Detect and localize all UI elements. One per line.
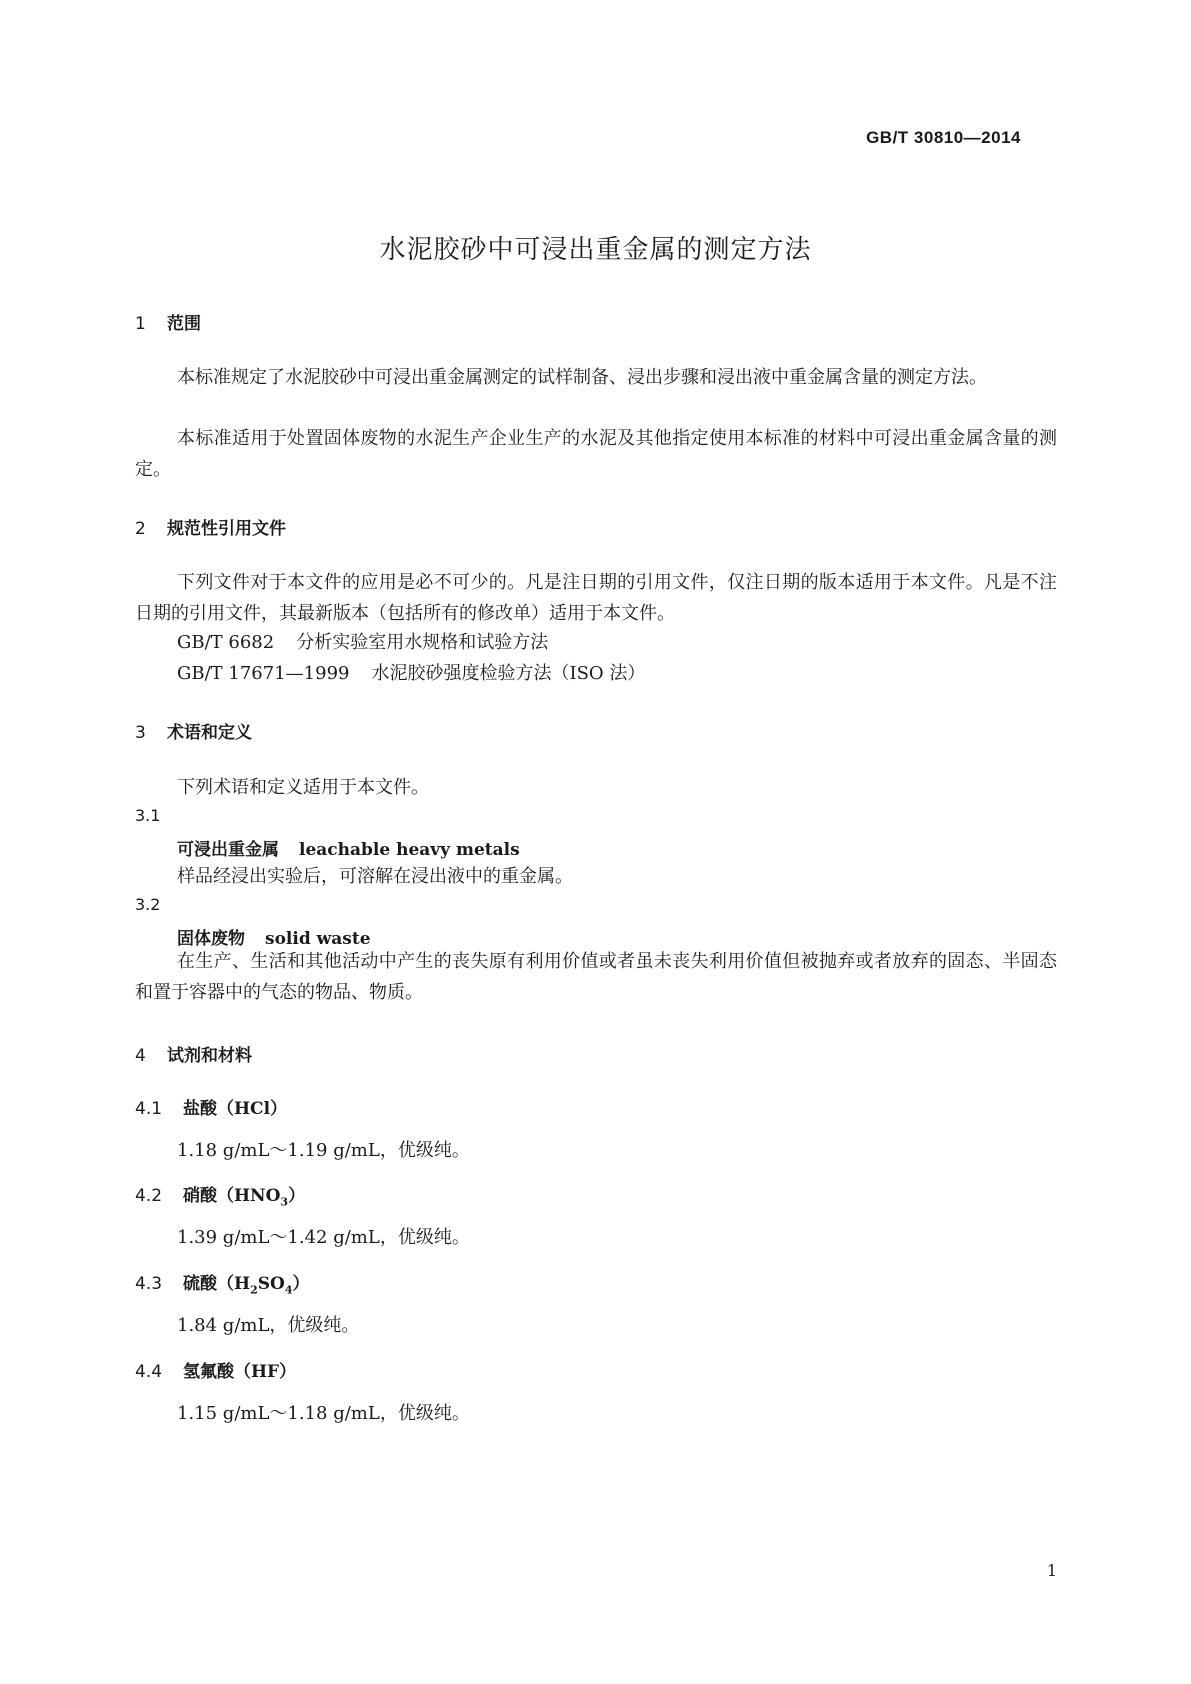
paren-close: ） bbox=[292, 1274, 310, 1294]
paren-close: ） bbox=[270, 1099, 288, 1119]
formula-subscript: 2 bbox=[250, 1283, 258, 1297]
reagent-heading bbox=[135, 1357, 296, 1382]
reagent-spec: 1.15 g/mL～1.18 g/mL，优级纯。 bbox=[177, 1403, 470, 1424]
reference-item bbox=[177, 659, 645, 685]
term-definition: 样品经浸出实验后，可溶解在浸出液中的重金属。 bbox=[177, 866, 573, 887]
term-number: 3.2 bbox=[135, 895, 161, 914]
reagent-spec: 1.18 g/mL～1.19 g/mL，优级纯。 bbox=[177, 1140, 470, 1161]
section-number: 1 bbox=[135, 314, 146, 334]
reagent-name: 硫酸 bbox=[183, 1274, 217, 1294]
reference-title: 分析实验室用水规格和试验方法 bbox=[296, 632, 549, 653]
reagent-formula bbox=[234, 1274, 293, 1297]
reagent-heading bbox=[135, 1181, 305, 1208]
reagent-spec: 1.39 g/mL～1.42 g/mL，优级纯。 bbox=[177, 1227, 470, 1248]
document-title: 水泥胶砂中可浸出重金属的测定方法 bbox=[379, 235, 812, 265]
scope-paragraph-2: 本标准适用于处置固体废物的水泥生产企业生产的水泥及其他指定使用本标准的材料中可浸出重金属含量的测定。 bbox=[135, 428, 1057, 480]
reagent-name: 盐酸 bbox=[183, 1099, 217, 1119]
reagent-heading bbox=[135, 1094, 287, 1119]
reference-code: GB/T 6682 bbox=[177, 632, 275, 653]
reagent-formula: HF bbox=[251, 1362, 280, 1382]
section-title: 术语和定义 bbox=[167, 723, 252, 743]
section-heading-normative-references bbox=[135, 514, 286, 539]
section-title: 规范性引用文件 bbox=[167, 519, 286, 539]
term-entry bbox=[177, 835, 520, 860]
formula-subscript: 4 bbox=[284, 1283, 293, 1297]
paren-open: （ bbox=[217, 1099, 234, 1119]
formula-part: SO bbox=[257, 1274, 285, 1294]
term-chinese: 可浸出重金属 bbox=[177, 840, 279, 860]
formula-part: H bbox=[234, 1274, 251, 1294]
section-number: 2 bbox=[135, 519, 146, 539]
page-number: 1 bbox=[1046, 1561, 1057, 1580]
section-title: 范围 bbox=[167, 314, 201, 334]
term-number: 3.1 bbox=[135, 806, 161, 825]
paren-close: ） bbox=[288, 1186, 306, 1206]
reagent-number: 4.3 bbox=[135, 1274, 163, 1294]
term-english: leachable heavy metals bbox=[299, 840, 520, 860]
term-english: solid waste bbox=[265, 929, 371, 949]
section-number: 3 bbox=[135, 723, 146, 743]
paren-open: （ bbox=[217, 1186, 234, 1206]
reference-code: GB/T 17671—1999 bbox=[177, 663, 350, 684]
standard-code: GB/T 30810—2014 bbox=[866, 128, 1021, 147]
reagent-heading bbox=[135, 1269, 309, 1296]
scope-paragraph-1: 本标准规定了水泥胶砂中可浸出重金属测定的试样制备、浸出步骤和浸出液中重金属含量的测定方法。 bbox=[177, 367, 987, 388]
paren-close: ） bbox=[279, 1362, 297, 1382]
section-heading-terms bbox=[135, 718, 252, 743]
formula-subscript: 3 bbox=[280, 1195, 289, 1209]
term-chinese: 固体废物 bbox=[177, 929, 245, 949]
section-title: 试剂和材料 bbox=[167, 1046, 252, 1066]
reference-item bbox=[177, 628, 548, 654]
section-heading-scope bbox=[135, 309, 201, 334]
formula-part: HNO bbox=[234, 1186, 281, 1206]
paren-open: （ bbox=[234, 1362, 251, 1382]
reagent-number: 4.4 bbox=[135, 1362, 163, 1382]
reagent-formula bbox=[234, 1186, 289, 1209]
paren-open: （ bbox=[217, 1274, 234, 1294]
terms-intro: 下列术语和定义适用于本文件。 bbox=[177, 777, 429, 798]
term-definition: 在生产、生活和其他活动中产生的丧失原有利用价值或者虽未丧失利用价值但被抛弃或者放弃的固态、半固态和置于容器中的气态的物品、物质。 bbox=[135, 951, 1057, 1003]
reagent-name: 氢氟酸 bbox=[183, 1362, 234, 1382]
reagent-formula: HCl bbox=[234, 1099, 271, 1119]
reagent-spec: 1.84 g/mL，优级纯。 bbox=[177, 1315, 360, 1336]
section-heading-reagents bbox=[135, 1041, 252, 1066]
reference-title: 水泥胶砂强度检验方法（ISO 法） bbox=[371, 663, 646, 684]
reagent-name: 硝酸 bbox=[183, 1186, 217, 1206]
reagent-number: 4.2 bbox=[135, 1186, 163, 1206]
reagent-number: 4.1 bbox=[135, 1099, 163, 1119]
references-paragraph: 下列文件对于本文件的应用是必不可少的。凡是注日期的引用文件，仅注日期的版本适用于本文件。凡是不注日期的引用文件，其最新版本（包括所有的修改单）适用于本文件。 bbox=[135, 572, 1057, 624]
section-number: 4 bbox=[135, 1046, 146, 1066]
